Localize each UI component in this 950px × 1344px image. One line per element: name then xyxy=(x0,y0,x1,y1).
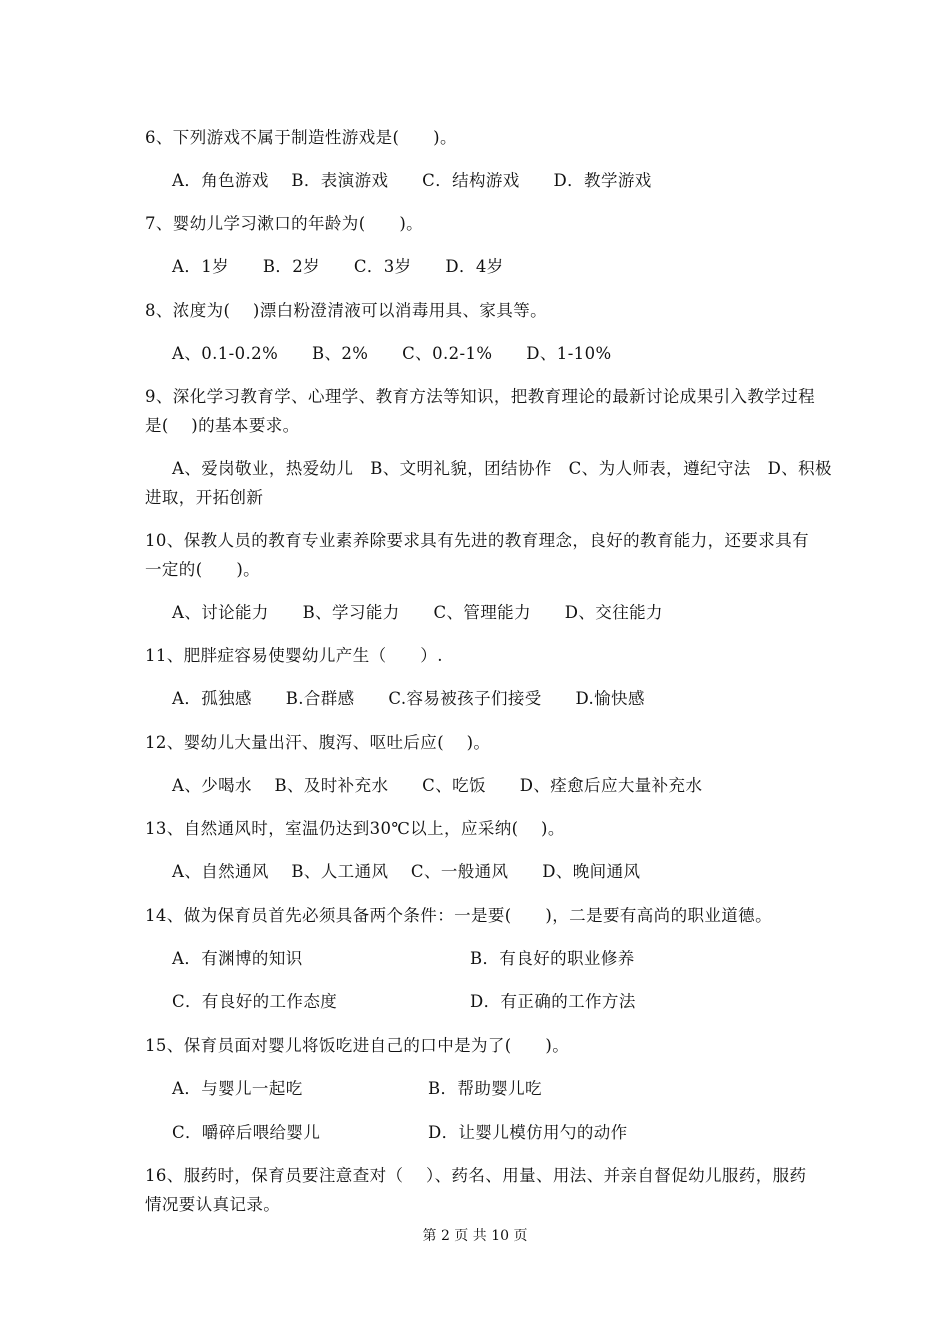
question-10-stem-line2: 一定的( )。 xyxy=(145,560,261,579)
page-number-footer: 第 2 页 共 10 页 xyxy=(422,1228,528,1244)
question-15-option-b: B．帮助婴儿吃 xyxy=(428,1079,542,1098)
question-14-option-c: C．有良好的工作态度 xyxy=(172,992,338,1011)
question-10-options: A、讨论能力 B、学习能力 C、管理能力 D、交往能力 xyxy=(172,603,663,622)
question-16-stem-line2: 情况要认真记录。 xyxy=(145,1195,281,1214)
question-6-options: A．角色游戏 B．表演游戏 C．结构游戏 D．教学游戏 xyxy=(172,171,652,190)
question-15-stem: 15、保育员面对婴儿将饭吃进自己的口中是为了( )。 xyxy=(145,1036,570,1055)
question-12-options: A、少喝水 B、及时补充水 C、吃饭 D、痊愈后应大量补充水 xyxy=(172,776,703,795)
question-7-options: A．1岁 B．2岁 C．3岁 D．4岁 xyxy=(172,257,504,276)
question-10-stem-line1: 10、保教人员的教育专业素养除要求具有先进的教育理念，良好的教育能力，还要求具有 xyxy=(145,531,809,550)
question-14-option-a: A．有渊博的知识 xyxy=(172,949,303,968)
question-14-option-d: D．有正确的工作方法 xyxy=(470,992,636,1011)
question-8-options: A、0.1-0.2% B、2% C、0.2-1% D、1-10% xyxy=(172,344,612,363)
question-12-stem: 12、婴幼儿大量出汗、腹泻、呕吐后应( )。 xyxy=(145,733,491,752)
question-14-option-b: B．有良好的职业修养 xyxy=(470,949,635,968)
question-11-stem: 11、肥胖症容易使婴幼儿产生（ ）. xyxy=(145,646,443,665)
question-13-stem: 13、自然通风时，室温仍达到30℃以上，应采纳( )。 xyxy=(145,819,565,838)
question-15-option-c: C．嚼碎后喂给婴儿 xyxy=(172,1123,321,1142)
question-9-options-line2: 进取，开拓创新 xyxy=(145,488,264,507)
question-11-options: A．孤独感 B.合群感 C.容易被孩子们接受 D.愉快感 xyxy=(172,689,645,708)
question-6-stem: 6、下列游戏不属于制造性游戏是( )。 xyxy=(145,128,457,147)
question-13-options: A、自然通风 B、人工通风 C、一般通风 D、晚间通风 xyxy=(172,862,641,881)
question-9-stem-line1: 9、深化学习教育学、心理学、教育方法等知识，把教育理论的最新讨论成果引入教学过程 xyxy=(145,387,815,406)
question-15-option-d: D．让婴儿模仿用勺的动作 xyxy=(428,1123,628,1142)
question-9-stem-line2: 是( )的基本要求。 xyxy=(145,416,300,435)
question-16-stem-line1: 16、服药时，保育员要注意查对（ ）、药名、用量、用法、并亲自督促幼儿服药，服药 xyxy=(145,1166,807,1185)
question-9-options-line1: A、爱岗敬业，热爱幼儿 B、文明礼貌，团结协作 C、为人师表，遵纪守法 D、积极 xyxy=(172,459,832,478)
question-8-stem: 8、浓度为( )漂白粉澄清液可以消毒用具、家具等。 xyxy=(145,301,548,320)
question-14-stem: 14、做为保育员首先必须具备两个条件：一是要( )，二是要有高尚的职业道德。 xyxy=(145,906,772,925)
question-15-option-a: A．与婴儿一起吃 xyxy=(172,1079,303,1098)
question-7-stem: 7、婴幼儿学习漱口的年龄为( )。 xyxy=(145,214,424,233)
